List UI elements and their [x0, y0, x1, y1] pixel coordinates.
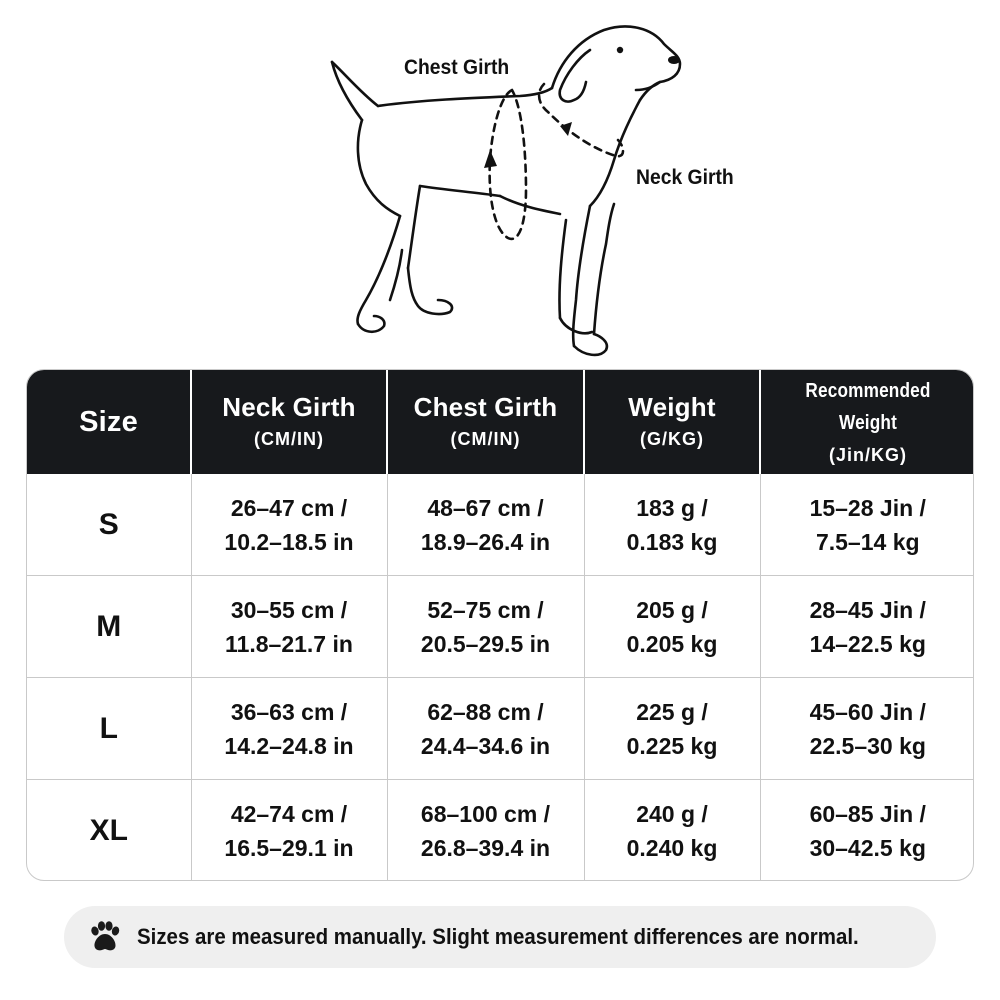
recommended-weight-cell: 45–60 Jin / 22.5–30 kg — [760, 678, 974, 780]
chest-girth-label: Chest Girth — [404, 56, 510, 79]
header-size: Size — [27, 370, 191, 474]
table-row — [27, 576, 974, 678]
size-cell: XL — [27, 780, 191, 882]
chest-girth-cell: 52–75 cm / 20.5–29.5 in — [387, 576, 584, 678]
size-cell: L — [27, 678, 191, 780]
weight-cell: 240 g / 0.240 kg — [584, 780, 760, 882]
neck-girth-cell: 42–74 cm / 16.5–29.1 in — [191, 780, 387, 882]
chest-girth-cell: 48–67 cm / 18.9–26.4 in — [387, 474, 584, 576]
weight-cell: 205 g / 0.205 kg — [584, 576, 760, 678]
table-row — [27, 474, 974, 576]
measurement-note — [64, 906, 936, 968]
neck-girth-cell: 36–63 cm / 14.2–24.8 in — [191, 678, 387, 780]
chest-girth-cell: 68–100 cm / 26.8–39.4 in — [387, 780, 584, 882]
chest-girth-cell: 62–88 cm / 24.4–34.6 in — [387, 678, 584, 780]
recommended-weight-cell: 60–85 Jin / 30–42.5 kg — [760, 780, 974, 882]
size-cell: M — [27, 576, 191, 678]
table-row — [27, 678, 974, 780]
header-weight: Weight (G/KG) — [584, 370, 760, 474]
weight-cell: 183 g / 0.183 kg — [584, 474, 760, 576]
note-text: Sizes are measured manually. Slight measurement differences are normal. — [136, 924, 859, 949]
table-header-row — [27, 370, 974, 474]
header-neck-girth: Neck Girth (CM/IN) — [191, 370, 387, 474]
paw-icon — [87, 920, 123, 954]
neck-girth-cell: 30–55 cm / 11.8–21.7 in — [191, 576, 387, 678]
table-row — [27, 780, 974, 882]
size-cell: S — [98, 507, 119, 541]
header-chest-girth: Chest Girth (CM/IN) — [387, 370, 584, 474]
recommended-weight-cell: 15–28 Jin / 7.5–14 kg — [760, 474, 974, 576]
neck-girth-label: Neck Girth — [636, 166, 734, 189]
weight-cell: 225 g / 0.225 kg — [584, 678, 760, 780]
neck-girth-cell: 26–47 cm / 10.2–18.5 in — [191, 474, 387, 576]
size-chart-table — [26, 369, 974, 881]
header-recommended-weight: Recommended Weight (Jin/KG) — [760, 370, 974, 474]
recommended-weight-cell: 28–45 Jin / 14–22.5 kg — [760, 576, 974, 678]
